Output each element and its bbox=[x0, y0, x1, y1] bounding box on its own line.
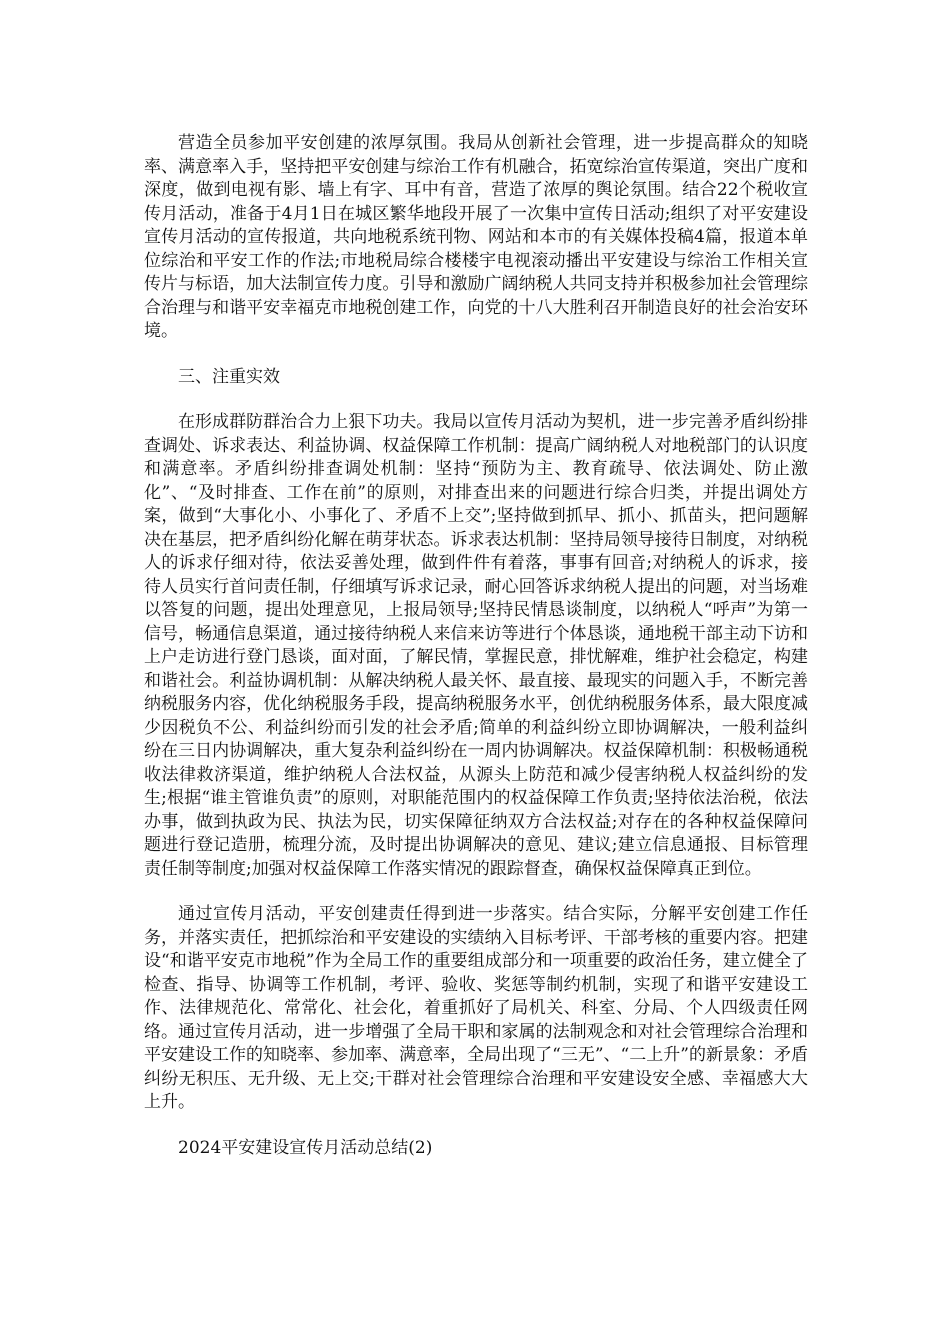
paragraph-publicity-atmosphere: 营造全员参加平安创建的浓厚氛围。我局从创新社会管理，进一步提高群众的知晓率、满意率入手，坚持把平安创建与综治工作有机融合，拓宽综治宣传渠道，突出广度和深度，做到电视有影、墙上有字、耳中有音，营造了浓厚的舆论氛围。结合22个税收宣传月活动，准备于4月1日在城区繁华地段开展了一次集中宣传日活动;组织了对平安建设宣传月活动的宣传报道，共向地税系统刊物、网站和本市的有关媒体投稿4篇，报道本单位综治和平安工作的作法;市地税局综合楼楼宇电视滚动播出平安建设与综治工作相关宣传片与标语，加大法制宣传力度。引导和激励广阔纳税人共同支持并积极参加社会管理综合治理与和谐平安幸福克市地税创建工作，向党的十八大胜利召开制造良好的社会治安环境。 bbox=[144, 133, 808, 341]
paragraph-prevention-mechanisms: 在形成群防群治合力上狠下功夫。我局以宣传月活动为契机，进一步完善矛盾纠纷排查调处、诉求表达、利益协调、权益保障工作机制：提高广阔纳税人对地税部门的认识度和满意率。矛盾纠纷排查调处机制：坚持“预防为主、教育疏导、依法调处、防止激化”、“及时排查、工作在前”的原则，对排查出来的问题进行综合归类，并提出调处方案，做到“大事化小、小事化了、矛盾不上交”;坚持做到抓早、抓小、抓苗头，把问题解决在基层，把矛盾纠纷化解在萌芽状态。诉求表达机制：坚持局领导接待日制度，对纳税人的诉求仔细对待，依法妥善处理，做到件件有着落，事事有回音;对纳税人的诉求，接待人员实行首问责任制，仔细填写诉求记录，耐心回答诉求纳税人提出的问题，对当场难以答复的问题，提出处理意见，上报局领导;坚持民情恳谈制度，以纳税人“呼声”为第一信号，畅通信息渠道，通过接待纳税人来信来访等进行个体恳谈，通地税干部主动下访和上户走访进行登门恳谈，面对面，了解民情，掌握民意，排忧解难，维护社会稳定，构建和谐社会。利益协调机制：从解决纳税人最关怀、最直接、最现实的问题入手，不断完善纳税服务内容，优化纳税服务手段，提高纳税服务水平，创优纳税服务体系，最大限度减少因税负不公、利益纠纷而引发的社会矛盾;简单的利益纠纷立即协调解决，一般利益纠纷在三日内协调解决，重大复杂利益纠纷在一周内协调解决。权益保障机制：积极畅通税收法律救济渠道，维护纳税人合法权益，从源头上防范和减少侵害纳税人权益纠纷的发生;根据“谁主管谁负责”的原则，对职能范围内的权益保障工作负责;坚持依法治税，依法办事，做到执政为民、执法为民，切实保障征纳双方合法权益;对存在的各种权益保障问题进行登记造册，梳理分流，及时提出协调解决的意见、建议;建立信息通报、目标管理责任制等制度;加强对权益保障工作落实情况的跟踪督查，确保权益保障真正到位。 bbox=[144, 412, 808, 879]
paragraph-responsibility: 通过宣传月活动，平安创建责任得到进一步落实。结合实际，分解平安创建工作任务，并落实责任，把抓综治和平安建设的实绩纳入目标考评、干部考核的重要内容。把建设“和谐平安克市地税”作为全局工作的重要组成部分和一项重要的政治任务，建立健全了检查、指导、协调等工作机制，考评、验收、奖惩等制约机制，实现了和谐平安建设工作、法律规范化、常常化、社会化，着重抓好了局机关、科室、分局、个人四级责任网络。通过宣传月活动，进一步增强了全局干职和家属的法制观念和对社会管理综合治理和平安建设工作的知晓率、参加率、满意率，全局出现了“三无”、“二上升”的新景象：矛盾纠纷无积压、无升级、无上交;干群对社会管理综合治理和平安建设安全感、幸福感大大上升。 bbox=[144, 904, 808, 1112]
next-document-title: 2024平安建设宣传月活动总结(2) bbox=[178, 1137, 433, 1158]
document-page bbox=[144, 132, 808, 1182]
section-heading-3: 三、注重实效 bbox=[178, 366, 280, 387]
